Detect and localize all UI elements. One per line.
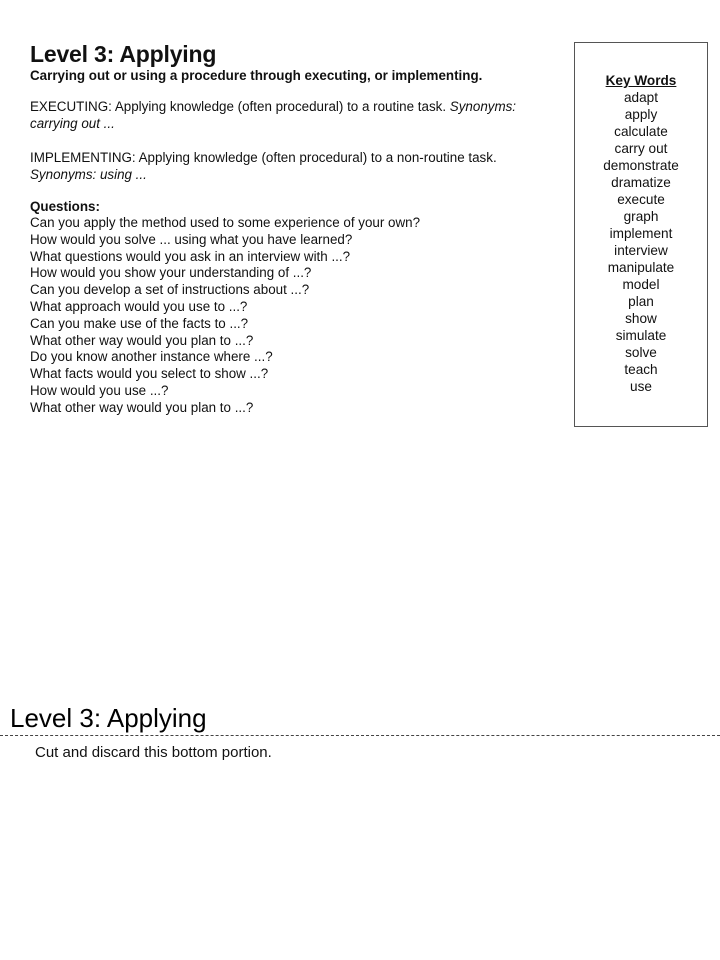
questions-list — [30, 215, 420, 417]
question-item: What approach would you use to ...? — [30, 298, 248, 314]
key-word-item: graph — [623, 209, 659, 224]
key-word-item: calculate — [614, 124, 668, 139]
key-words-list — [575, 89, 707, 395]
key-word-item: plan — [628, 294, 654, 309]
key-word-item: apply — [624, 107, 658, 122]
question-item: Can you make use of the facts to ...? — [30, 315, 249, 331]
key-words-box — [574, 42, 708, 427]
document-subtitle: Carrying out or using a procedure through executing, or implementing. — [30, 68, 483, 83]
executing-paragraph — [30, 98, 550, 132]
question-item: Can you develop a set of instructions about ...? — [30, 282, 310, 298]
executing-text: EXECUTING: Applying knowledge (often procedural) to a routine task. — [30, 99, 450, 114]
key-word-item: interview — [614, 243, 668, 258]
question-item: What facts would you select to show ...? — [30, 366, 269, 382]
question-item: How would you use ...? — [30, 382, 169, 398]
implementing-paragraph — [30, 149, 550, 183]
cut-note: Cut and discard this bottom portion. — [35, 744, 272, 761]
questions-heading: Questions: — [30, 199, 100, 214]
implementing-synonyms: Synonyms: using ... — [30, 167, 147, 182]
key-word-item: adapt — [623, 90, 659, 105]
executing-synonyms: Synonyms: carrying out ... — [30, 99, 517, 131]
question-item: What other way would you plan to ...? — [30, 332, 254, 348]
key-word-item: use — [630, 379, 652, 394]
key-word-item: execute — [617, 192, 665, 207]
key-word-item: dramatize — [611, 175, 671, 190]
key-word-item: model — [622, 277, 660, 292]
key-words-heading: Key Words — [605, 73, 677, 88]
question-item: What other way would you plan to ...? — [30, 399, 254, 415]
key-word-item: demonstrate — [603, 158, 679, 173]
key-word-item: implement — [609, 226, 673, 241]
key-word-item: solve — [625, 345, 657, 360]
question-item: How would you show your understanding of ...? — [30, 265, 312, 281]
implementing-text: IMPLEMENTING: Applying knowledge (often procedural) to a non-routine task. — [30, 150, 497, 165]
question-item: Do you know another instance where ...? — [30, 349, 273, 365]
question-item: What questions would you ask in an interview with ...? — [30, 248, 351, 264]
question-item: How would you solve ... using what you have learned? — [30, 231, 353, 247]
cut-line-divider — [0, 735, 720, 736]
slide-title: Level 3: Applying — [10, 703, 207, 733]
key-word-item: simulate — [615, 328, 667, 343]
key-word-item: show — [625, 311, 657, 326]
key-word-item: teach — [624, 362, 658, 377]
key-word-item: carry out — [614, 141, 668, 156]
document-title: Level 3: Applying — [30, 41, 217, 67]
question-item: Can you apply the method used to some experience of your own? — [30, 215, 421, 230]
key-word-item: manipulate — [607, 260, 675, 275]
